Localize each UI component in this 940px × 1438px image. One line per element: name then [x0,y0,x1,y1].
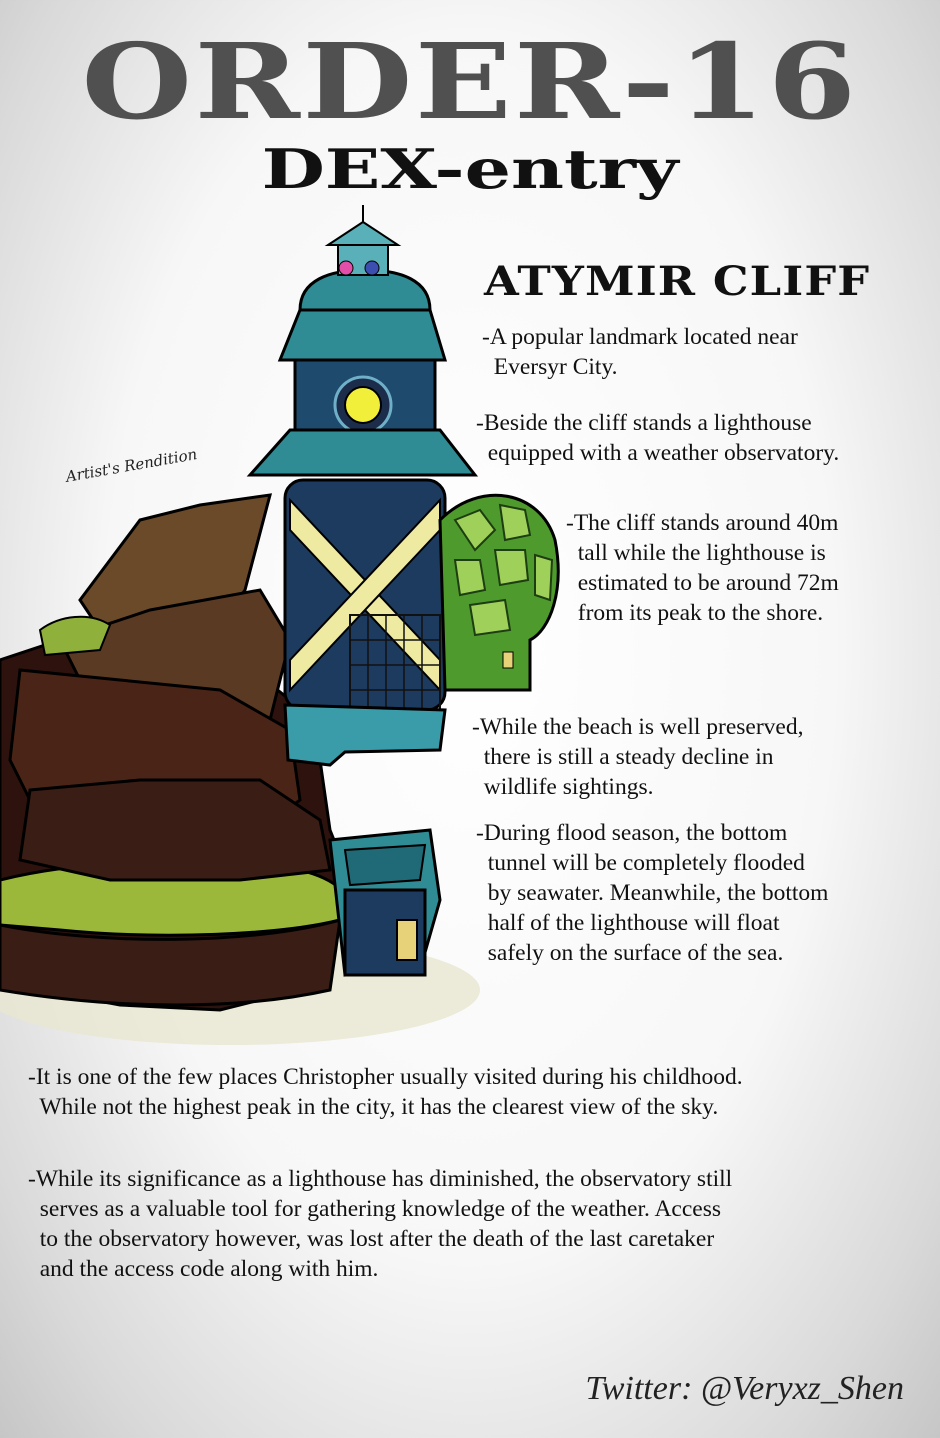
page-subtitle: DEX-entry [261,137,679,201]
twitter-credit: Twitter: @Veryxz_Shen [585,1370,904,1407]
artist-signature: Artist's Rendition [64,445,199,486]
fact-height: -The cliff stands around 40m tall while the lighthouse is estimated to be around 72m from its peak to the shore. [566,510,839,626]
fact-lighthouse: -Beside the cliff stands a lighthouse equipped with a weather observatory. [476,410,840,466]
fact-wildlife: -While the beach is well preserved, there is still a steady decline in wildlife sightings. [472,714,804,800]
fact-christopher: -It is one of the few places Christopher usually visited during his childhood. While not the highest peak in the city, it has the clearest view of the sky. [28,1064,743,1120]
fact-location: -A popular landmark located near Eversyr City. [482,324,798,380]
fact-observatory: -While its significance as a lighthouse has diminished, the observatory still serves as a valuable tool for gathering knowledge of the weather. Access to the observatory however, was lost after the death of the last caretaker and the access code along with him. [28,1166,733,1282]
page-title: ORDER-16 [81,20,859,143]
fact-flood-season: -During flood season, the bottom tunnel will be completely flooded by seawater. Meanwhile, the bottom half of the lighthouse will float safely on the surface of the sea. [476,820,829,966]
entry-name: ATYMIR CLIFF [484,258,871,305]
